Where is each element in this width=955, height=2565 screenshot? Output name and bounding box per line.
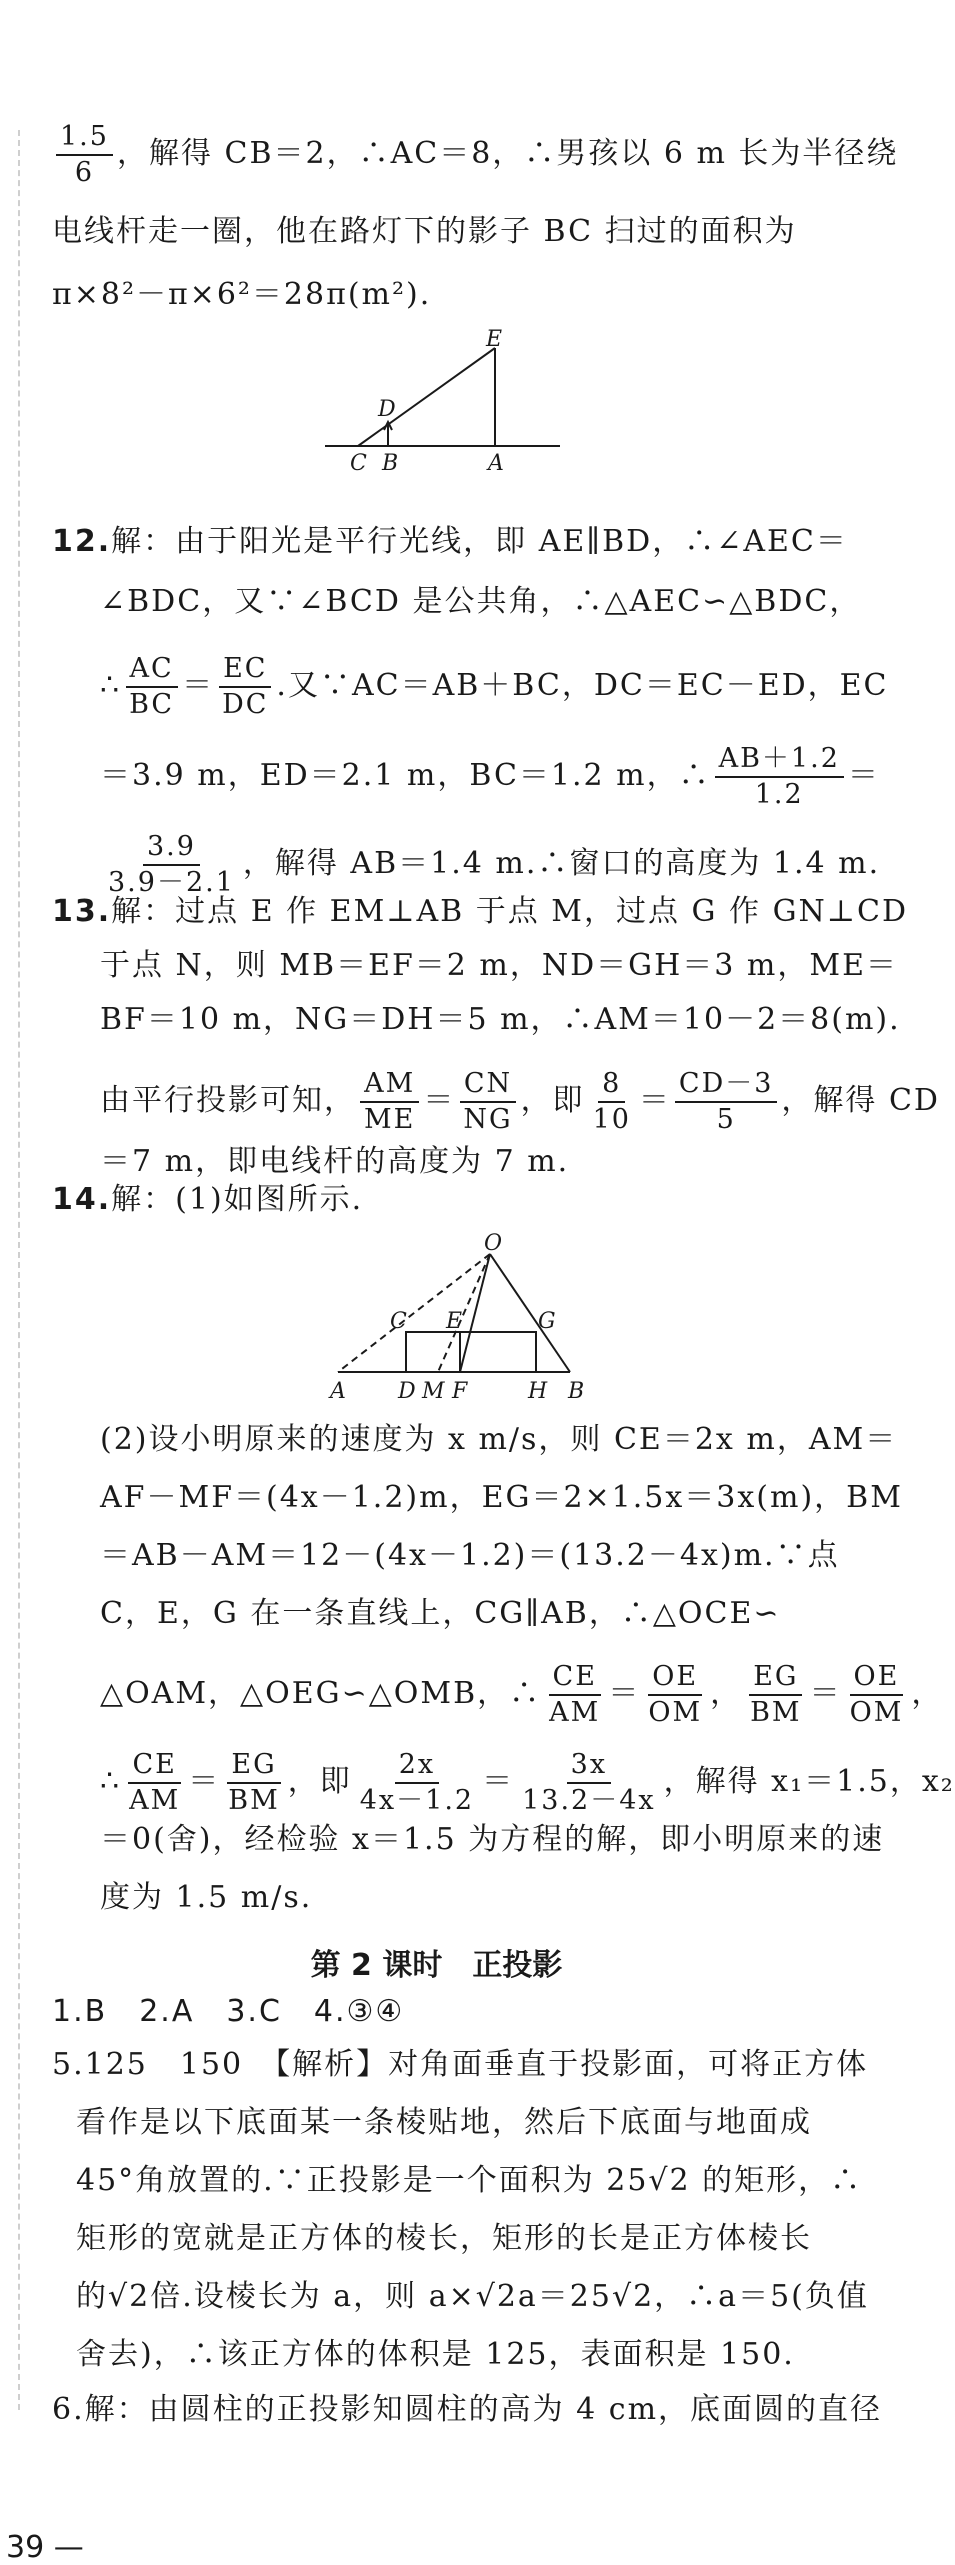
q12-line-5: $\frac{3.9}{3.9-2.1}$ ，解得 AB＝1.4 m.∴窗口的高度为 1.4 m.	[100, 830, 880, 900]
q13-line-4: 由平行投影可知， $\frac{AM}{ME}$ ＝ $\frac{CN}{NG}$ ，即 $\frac{8}{10}$ ＝ $\frac{CD-3}{5}$ ，解得 CD	[100, 1068, 940, 1135]
q12-line-4: ＝3.9 m，ED＝2.1 m，BC＝1.2 m，∴ $\frac{AB+1.2}{1.2}$ ＝	[100, 743, 880, 810]
label-H: H	[528, 1379, 548, 1404]
q13-line-1: 13.解：过点 E 作 EM⊥AB 于点 M，过点 G 作 GN⊥CD	[52, 894, 909, 929]
page-number: 39 —	[6, 2530, 84, 2565]
fraction: $\frac{CE}{AM}$	[549, 1661, 601, 1728]
fraction: $\frac{CE}{AM}$	[129, 1749, 181, 1816]
q12-line-2: ∠BDC，又∵∠BCD 是公共角，∴△AEC∽△BDC，	[100, 584, 862, 619]
q13-line-2: 于点 N，则 MB＝EF＝2 m，ND＝GH＝3 m，ME＝	[100, 948, 898, 983]
label-E: E	[446, 1309, 463, 1334]
fraction: $\frac{3x}{13.2-4x}$	[522, 1749, 656, 1816]
fraction: $\frac{OE}{OM}$	[648, 1661, 703, 1728]
q14-line-2: (2)设小明原来的速度为 x m/s，则 CE＝2x m，AM＝	[100, 1422, 898, 1457]
q14-line-5: C，E，G 在一条直线上，CG∥AB，∴△OCE∽	[100, 1596, 781, 1631]
label-C: C	[350, 451, 367, 476]
fraction: $\frac{3.9}{3.9-2.1}$	[108, 831, 235, 898]
q5-line-6: 舍去)，∴该正方体的体积是 125，表面积是 150.	[76, 2337, 795, 2372]
margin-dashed-rule	[18, 130, 20, 2410]
q6-line-1: 6.解：由圆柱的正投影知圆柱的高为 4 cm，底面圆的直径	[52, 2392, 883, 2427]
q14-line-4: ＝AB－AM＝12－(4x－1.2)＝(13.2－4x)m.∵点	[100, 1538, 840, 1573]
label-O: O	[484, 1231, 503, 1256]
label-F: F	[452, 1379, 468, 1404]
label-A: A	[488, 451, 504, 476]
fraction: $\frac{2x}{4x-1.2}$	[359, 1749, 475, 1816]
section-title: 第 2 课时 正投影	[310, 1948, 563, 1983]
q5-line-1: 5.125 150 【解析】对角面垂直于投影面，可将正方体	[52, 2047, 869, 2082]
label-D: D	[398, 1379, 416, 1404]
q14-line-3: AF－MF＝(4x－1.2)m，EG＝2×1.5x＝3x(m)，BM	[100, 1480, 903, 1515]
label-M: M	[422, 1379, 445, 1404]
q13-line-5: ＝7 m，即电线杆的高度为 7 m.	[100, 1144, 570, 1179]
label-A: A	[330, 1379, 346, 1404]
fraction: $\frac{EC}{DC}$	[218, 652, 272, 722]
q12-line-1: 12.解：由于阳光是平行光线，即 AE∥BD，∴∠AEC＝	[52, 524, 848, 559]
q14-line-8: ＝0(舍)，经检验 x＝1.5 为方程的解，即小明原来的速	[100, 1822, 885, 1857]
answers-line: 1.B 2.A 3.C 4.③④	[52, 1994, 405, 2029]
q11-line-1: $\frac{1.5}{6}$ ，解得 CB＝2，∴AC＝8，∴男孩以 6 m 长为半径绕	[52, 120, 898, 190]
label-G: G	[538, 1309, 556, 1334]
label-C: C	[390, 1309, 407, 1334]
fraction: $\frac{AM}{ME}$	[360, 1067, 419, 1137]
q14-line-1: 14.解：(1)如图所示.	[52, 1182, 364, 1217]
fraction: $\frac{CN}{NG}$	[459, 1067, 516, 1137]
label-B: B	[382, 451, 399, 476]
fraction: $\frac{EG}{BM}$	[228, 1749, 280, 1816]
q14-line-7: ∴ $\frac{CE}{AM}$ ＝ $\frac{EG}{BM}$ ，即 $\frac{2x}{4x-1.2}$ ＝ $\frac{3x}{13.2-4x}$ ，解得 x₁＝1.5，x₂	[100, 1749, 955, 1816]
label-B: B	[568, 1379, 585, 1404]
q14-line-9: 度为 1.5 m/s.	[100, 1880, 313, 1915]
q5-line-5: 的√2倍.设棱长为 a，则 a×√2a＝25√2，∴a＝5(负值	[76, 2279, 869, 2314]
q14-line-6: △OAM，△OEG∽△OMB，∴ $\frac{CE}{AM}$ ＝ $\frac{OE}{OM}$ ， $\frac{EG}{BM}$ ＝ $\frac{OE}{OM}$ ，	[100, 1661, 944, 1728]
fraction: $\frac{AC}{BC}$	[125, 652, 178, 722]
q12-line-3: ∴ $\frac{AC}{BC}$ ＝ $\frac{EC}{DC}$ .又∵AC＝AB＋BC，DC＝EC－ED，EC	[100, 653, 889, 720]
q11-line-2: 电线杆走一圈，他在路灯下的影子 BC 扫过的面积为	[52, 214, 797, 249]
q5-line-2: 看作是以下底面某一条棱贴地，然后下底面与地面成	[76, 2105, 812, 2140]
fraction: $\frac{AB+1.2}{1.2}$	[715, 742, 844, 812]
fraction: $\frac{CD-3}{5}$	[675, 1067, 777, 1137]
q13-line-3: BF＝10 m，NG＝DH＝5 m，∴AM＝10－2＝8(m).	[100, 1002, 901, 1037]
fraction: $\frac{OE}{OM}$	[849, 1661, 904, 1728]
q11-line-3: π×8²－π×6²＝28π(m²).	[52, 277, 432, 312]
label-D: D	[378, 397, 396, 422]
fraction: $\frac{1.5}{6}$	[56, 120, 113, 190]
fraction: $\frac{EG}{BM}$	[750, 1661, 802, 1728]
figure-street-lamp	[320, 1232, 600, 1407]
figure-lamp-shadow	[320, 327, 580, 488]
q5-line-3: 45°角放置的.∵正投影是一个面积为 25√2 的矩形，∴	[76, 2163, 863, 2198]
fraction: $\frac{8}{10}$	[592, 1068, 631, 1135]
label-E: E	[486, 327, 503, 352]
q5-line-4: 矩形的宽就是正方体的棱长，矩形的长是正方体棱长	[76, 2221, 812, 2256]
